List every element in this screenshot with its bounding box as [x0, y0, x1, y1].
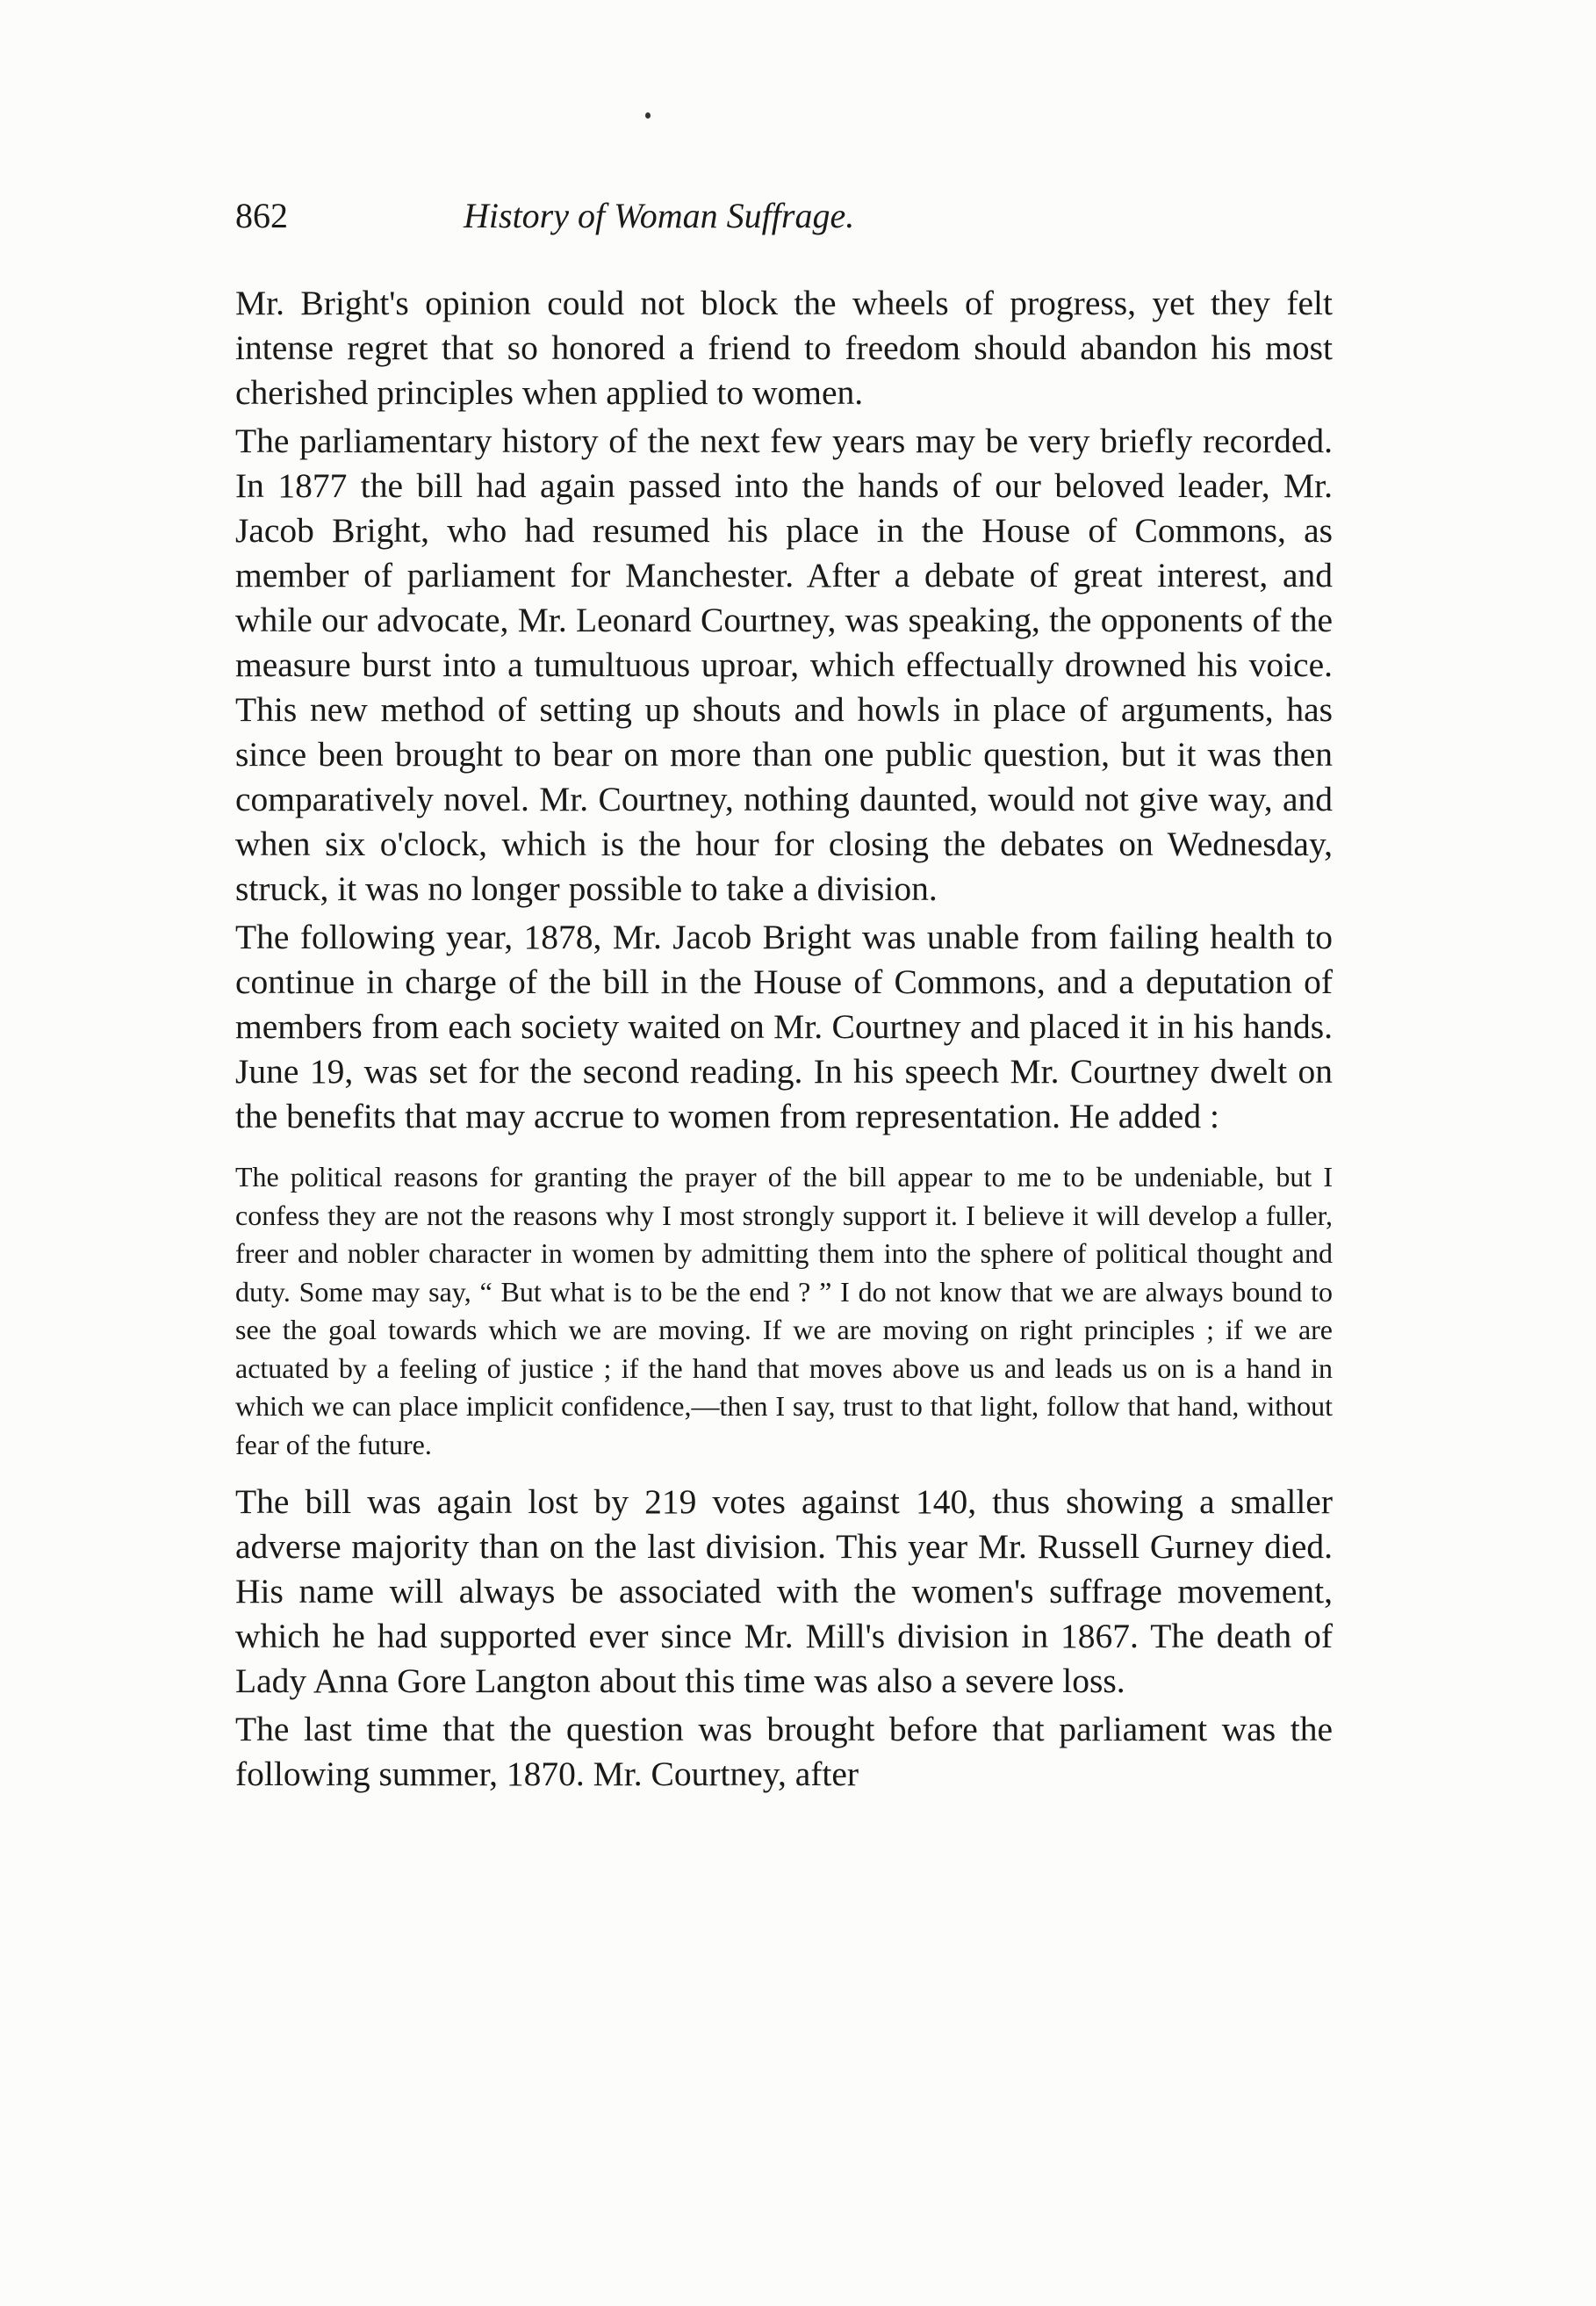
text-column	[235, 281, 1333, 1797]
block-quote: The political reasons for granting the prayer of the bill appear to me to be undeniable, but I confess they are not the reasons why I most strongly support it. I believe it will develop a fuller, freer and nobler character in women by admitting them into the sphere of political thought and duty. Some may say, “ But what is to be the end ? ” I do not know that we are always bound to see the goal towards which we are moving. If we are moving on right principles ; if we are actuated by a feeling of justice ; if the hand that moves above us and leads us on is a hand in which we can place implicit confidence,—then I say, trust to that light, follow that hand, without fear of the future.	[235, 1161, 1333, 1460]
paragraph: Mr. Bright's opinion could not block the wheels of progress, yet they felt intense regret that so honored a friend to freedom should abandon his most cherished principles when applied to women.	[235, 284, 1333, 412]
page-header	[235, 195, 1333, 256]
ink-speck	[645, 112, 651, 119]
paragraph: The following year, 1878, Mr. Jacob Bright was unable from failing health to continue in charge of the bill in the House of Commons, and a deputation of members from each society waited on Mr. Courtney and placed it in his hands. June 19, was set for the second reading. In his speech Mr. Courtney dwelt on the benefits that may accrue to women from representation. He added :	[235, 918, 1333, 1135]
paragraph: The bill was again lost by 219 votes against 140, thus showing a smaller adverse majority than on the last division. This year Mr. Russell Gurney died. His name will always be associated with the women's suffrage movement, which he had supported ever since Mr. Mill's division in 1867. The death of Lady Anna Gore Langton about this time was also a severe loss.	[235, 1482, 1333, 1700]
paragraph: The last time that the question was brought before that parliament was the following summer, 1870. Mr. Courtney, after	[235, 1710, 1333, 1793]
paragraph: The parliamentary history of the next few years may be very briefly recorded. In 1877 the bill had again passed into the hands of our beloved leader, Mr. Jacob Bright, who had resumed his place in the House of Commons, as member of parliament for Manchester. After a debate of great interest, and while our advocate, Mr. Leonard Courtney, was speaking, the opponents of the measure burst into a tumultuous uproar, which effectually drowned his voice. This new method of setting up shouts and howls in place of arguments, has since been brought to bear on more than one public question, but it was then comparatively novel. Mr. Courtney, nothing daunted, would not give way, and when six o'clock, which is the hour for closing the debates on Wednesday, struck, it was no longer possible to take a division.	[235, 422, 1333, 908]
page-number: 862	[235, 196, 288, 235]
running-title: History of Woman Suffrage.	[464, 196, 855, 235]
